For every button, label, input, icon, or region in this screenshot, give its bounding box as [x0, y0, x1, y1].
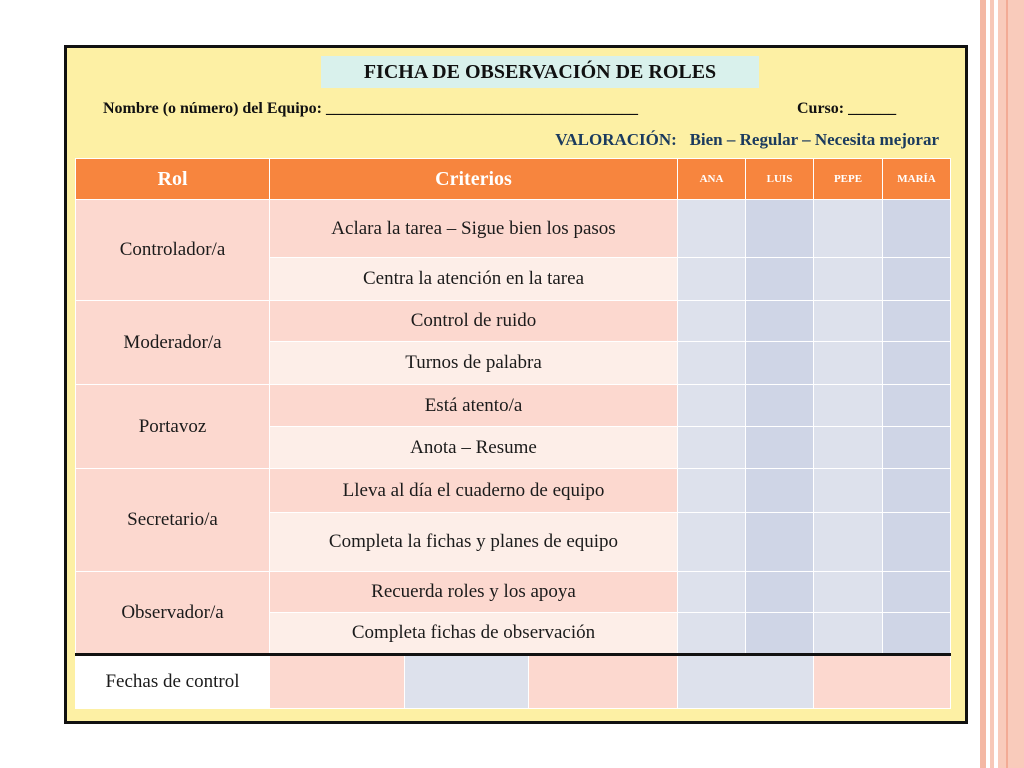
decor-stripe: [1006, 0, 1008, 768]
rating-cell[interactable]: [678, 427, 746, 469]
rating-cell[interactable]: [678, 258, 746, 301]
role-name: Portavoz: [76, 385, 270, 469]
date-cell[interactable]: [814, 655, 951, 709]
header-student: PEPE: [814, 159, 883, 200]
decor-stripe: [990, 0, 994, 768]
date-cell[interactable]: [678, 655, 814, 709]
rating-cell[interactable]: [746, 513, 814, 572]
rating-cell[interactable]: [883, 469, 951, 513]
roles-table: [75, 158, 951, 709]
rating-cell[interactable]: [883, 613, 951, 655]
rating-cell[interactable]: [814, 613, 883, 655]
rating-cell[interactable]: [746, 613, 814, 655]
rating-cell[interactable]: [814, 301, 883, 342]
rating-cell[interactable]: [814, 572, 883, 613]
criterion: Completa fichas de observación: [270, 613, 678, 655]
rating-cell[interactable]: [678, 513, 746, 572]
rating-cell[interactable]: [814, 342, 883, 385]
dates-label: Fechas de control: [76, 655, 270, 709]
rating-cell[interactable]: [678, 572, 746, 613]
course-field: Curso: ______: [797, 100, 897, 117]
header-rol: Rol: [76, 159, 270, 200]
rating-cell[interactable]: [746, 572, 814, 613]
rating-cell[interactable]: [678, 385, 746, 427]
decor-stripe: [998, 0, 1024, 768]
observation-sheet: [64, 45, 968, 724]
criterion: Aclara la tarea – Sigue bien los pasos: [270, 200, 678, 258]
rating-cell[interactable]: [746, 342, 814, 385]
role-name: Moderador/a: [76, 301, 270, 385]
role-name: Observador/a: [76, 572, 270, 655]
table-row: [76, 301, 951, 342]
rating-cell[interactable]: [883, 513, 951, 572]
rating-cell[interactable]: [883, 301, 951, 342]
criterion: Completa la fichas y planes de equipo: [270, 513, 678, 572]
rating-cell[interactable]: [746, 258, 814, 301]
rating-cell[interactable]: [883, 572, 951, 613]
date-cell[interactable]: [405, 655, 529, 709]
sheet-title: FICHA DE OBSERVACIÓN DE ROLES: [321, 56, 759, 88]
table-header-row: [76, 159, 951, 200]
rating-cell[interactable]: [678, 342, 746, 385]
criterion: Anota – Resume: [270, 427, 678, 469]
table-row: [76, 385, 951, 427]
header-student: ANA: [678, 159, 746, 200]
header-criterios: Criterios: [270, 159, 678, 200]
table-row: [76, 572, 951, 613]
rating-cell[interactable]: [814, 513, 883, 572]
rating-legend: VALORACIÓN: Bien – Regular – Necesita mejorar: [555, 130, 939, 149]
rating-cell[interactable]: [814, 385, 883, 427]
rating-cell[interactable]: [678, 469, 746, 513]
rating-cell[interactable]: [678, 613, 746, 655]
rating-cell[interactable]: [678, 301, 746, 342]
header-student: LUIS: [746, 159, 814, 200]
rating-cell[interactable]: [814, 469, 883, 513]
rating-cell[interactable]: [883, 427, 951, 469]
rating-cell[interactable]: [814, 200, 883, 258]
criterion: Turnos de palabra: [270, 342, 678, 385]
decor-stripe: [980, 0, 986, 768]
rating-cell[interactable]: [746, 427, 814, 469]
table-row: [76, 469, 951, 513]
table-row: [76, 200, 951, 258]
rating-cell[interactable]: [746, 200, 814, 258]
dates-row: [76, 655, 951, 709]
rating-cell[interactable]: [746, 385, 814, 427]
criterion: Control de ruido: [270, 301, 678, 342]
criterion: Centra la atención en la tarea: [270, 258, 678, 301]
rating-cell[interactable]: [883, 385, 951, 427]
date-cell[interactable]: [529, 655, 678, 709]
role-name: Secretario/a: [76, 469, 270, 572]
rating-cell[interactable]: [746, 301, 814, 342]
date-cell[interactable]: [270, 655, 405, 709]
team-name-field: Nombre (o número) del Equipo: _______________________________________: [103, 100, 638, 117]
rating-cell[interactable]: [883, 342, 951, 385]
criterion: Recuerda roles y los apoya: [270, 572, 678, 613]
rating-cell[interactable]: [678, 200, 746, 258]
criterion: Lleva al día el cuaderno de equipo: [270, 469, 678, 513]
rating-cell[interactable]: [814, 427, 883, 469]
role-name: Controlador/a: [76, 200, 270, 301]
rating-cell[interactable]: [746, 469, 814, 513]
header-student: MARÍA: [883, 159, 951, 200]
rating-cell[interactable]: [814, 258, 883, 301]
criterion: Está atento/a: [270, 385, 678, 427]
rating-cell[interactable]: [883, 258, 951, 301]
rating-cell[interactable]: [883, 200, 951, 258]
